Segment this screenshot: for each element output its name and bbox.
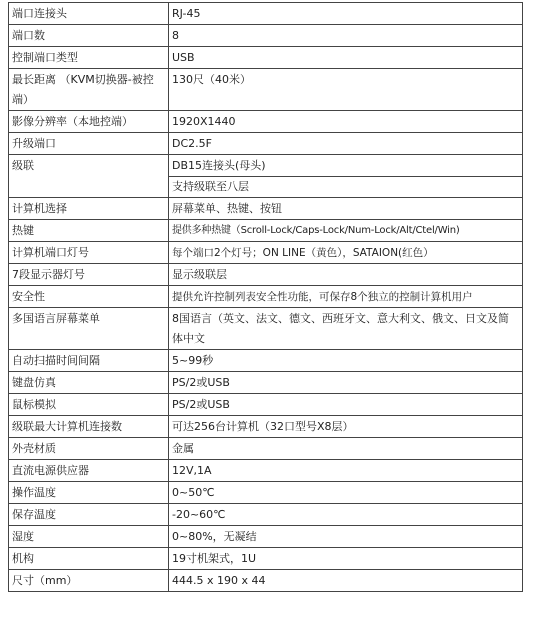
row-label: 控制端口类型	[9, 47, 169, 69]
table-row	[9, 504, 523, 526]
table-row	[9, 570, 523, 592]
row-value	[169, 570, 523, 592]
value-line: 444.5 x 190 x 44	[172, 574, 266, 587]
value-line: 8	[172, 29, 179, 42]
row-value	[169, 111, 523, 133]
table-row	[9, 548, 523, 570]
value-line: 可达256台计算机（32口型号X8层）	[172, 420, 354, 433]
row-label: 尺寸（mm）	[9, 570, 169, 592]
row-value	[169, 548, 523, 570]
row-label: 影像分辨率（本地控端）	[9, 111, 169, 133]
value-line: 提供允许控制列表安全性功能，可保存8个独立的控制计算机用户	[172, 291, 473, 303]
table-row	[9, 308, 523, 350]
row-label: 湿度	[9, 526, 169, 548]
row-value	[169, 198, 523, 220]
row-label: 最长距离 （KVM切换器-被控端）	[9, 69, 169, 111]
value-line: PS/2或USB	[172, 398, 230, 411]
value-line: 0~80%，无凝结	[172, 530, 257, 543]
table-row	[9, 47, 523, 69]
row-label: 7段显示器灯号	[9, 264, 169, 286]
table-row	[9, 482, 523, 504]
row-value	[169, 372, 523, 394]
value-line: 提供多种热键（Scroll-Lock/Caps-Lock/Num-Lock/Alt/Ctel/Win)	[172, 225, 460, 236]
row-value	[169, 264, 523, 286]
value-line: 5~99秒	[172, 354, 214, 367]
row-value	[169, 460, 523, 482]
row-label: 直流电源供应器	[9, 460, 169, 482]
row-label: 保存温度	[9, 504, 169, 526]
table-row	[9, 286, 523, 308]
value-line: 每个端口2个灯号；ON LINE（黄色），SATAION(红色）	[172, 247, 434, 259]
row-label: 计算机选择	[9, 198, 169, 220]
row-value	[169, 504, 523, 526]
row-label: 外壳材质	[9, 438, 169, 460]
table-row	[9, 372, 523, 394]
row-value	[169, 220, 523, 242]
table-row	[9, 394, 523, 416]
table-row	[9, 416, 523, 438]
spec-table	[8, 2, 523, 592]
value-line: 显示级联层	[172, 268, 227, 281]
row-label: 多国语言屏幕菜单	[9, 308, 169, 350]
row-label: 级联最大计算机连接数	[9, 416, 169, 438]
value-line: 130尺（40米）	[172, 73, 251, 86]
row-label: 升级端口	[9, 133, 169, 155]
row-label: 鼠标模拟	[9, 394, 169, 416]
row-value	[169, 242, 523, 264]
row-value	[169, 3, 523, 25]
value-line: DC2.5F	[172, 137, 212, 150]
value-line: -20~60℃	[172, 508, 226, 521]
table-row	[9, 438, 523, 460]
value-line: 金属	[172, 442, 194, 455]
row-value	[169, 69, 523, 111]
table-row	[9, 526, 523, 548]
row-value	[169, 155, 523, 198]
value-line: DB15连接头(母头)	[172, 159, 266, 172]
row-value	[169, 438, 523, 460]
row-label: 机构	[9, 548, 169, 570]
row-value	[169, 350, 523, 372]
value-line: 支持级联至八层	[169, 176, 522, 197]
row-value	[169, 394, 523, 416]
row-value	[169, 308, 523, 350]
value-line: 8国语言（英文、法文、德文、西班牙文、意大利文、俄文、日文及简体中文	[172, 312, 509, 345]
table-row	[9, 198, 523, 220]
row-label: 热键	[9, 220, 169, 242]
row-value	[169, 133, 523, 155]
table-row	[9, 155, 523, 198]
value-line: 0~50℃	[172, 486, 215, 499]
value-line: RJ-45	[172, 7, 201, 20]
table-row	[9, 111, 523, 133]
row-label: 操作温度	[9, 482, 169, 504]
table-row	[9, 264, 523, 286]
table-row	[9, 460, 523, 482]
row-label: 计算机端口灯号	[9, 242, 169, 264]
row-label: 安全性	[9, 286, 169, 308]
value-line: 12V,1A	[172, 464, 212, 477]
row-value	[169, 526, 523, 548]
row-value	[169, 286, 523, 308]
row-label: 端口连接头	[9, 3, 169, 25]
value-line: USB	[172, 51, 195, 64]
row-value	[169, 416, 523, 438]
table-row	[9, 350, 523, 372]
table-row	[9, 25, 523, 47]
row-label: 端口数	[9, 25, 169, 47]
spec-table-body	[9, 3, 523, 592]
row-value	[169, 25, 523, 47]
row-value	[169, 47, 523, 69]
table-row	[9, 3, 523, 25]
table-row	[9, 69, 523, 111]
value-line: 1920X1440	[172, 115, 236, 128]
row-label: 自动扫描时间间隔	[9, 350, 169, 372]
table-row	[9, 220, 523, 242]
value-line: 19寸机架式，1U	[172, 552, 257, 565]
row-value	[169, 482, 523, 504]
row-label: 键盘仿真	[9, 372, 169, 394]
value-line: 屏幕菜单、热键、按钮	[172, 202, 282, 215]
row-label: 级联	[9, 155, 169, 198]
table-row	[9, 242, 523, 264]
value-line: PS/2或USB	[172, 376, 230, 389]
table-row	[9, 133, 523, 155]
